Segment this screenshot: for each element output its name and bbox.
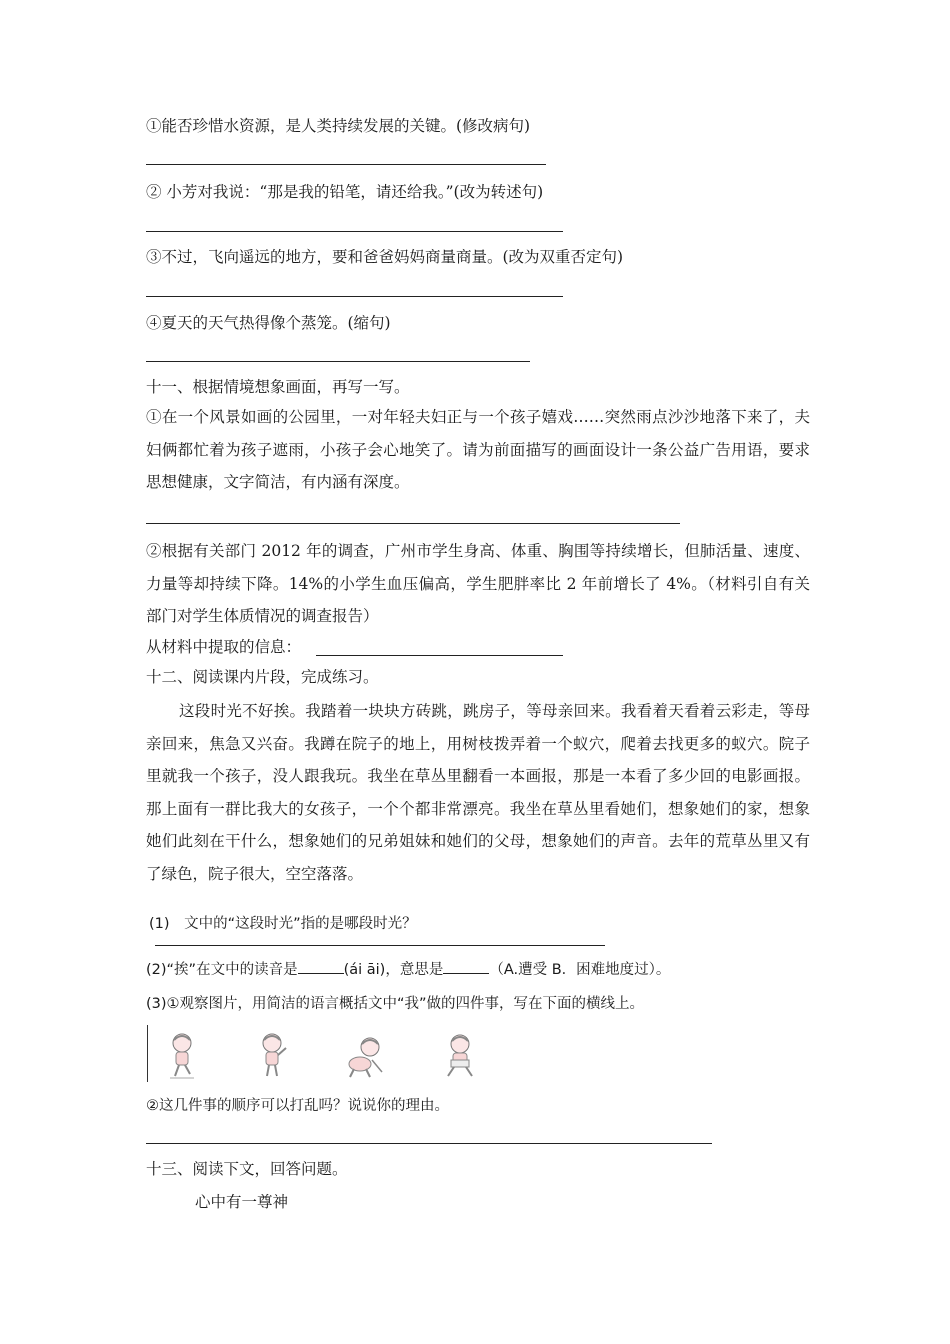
child-hopscotch-illustration bbox=[160, 1030, 204, 1082]
sub-question-2-mid: (ái āi)，意思是 bbox=[343, 962, 444, 978]
meaning-blank[interactable] bbox=[443, 973, 489, 974]
sub-question-1 bbox=[149, 914, 417, 934]
pronunciation-blank[interactable] bbox=[298, 973, 344, 974]
child-reading-illustration bbox=[438, 1030, 482, 1082]
q10-item-3: ③不过，飞向遥远的地方，要和爸爸妈妈商量商量。(改为双重否定句) bbox=[146, 248, 624, 266]
sub-question-text: 文中的“这段时光”指的是哪段时光？ bbox=[184, 916, 417, 932]
article-title: 心中有一尊神 bbox=[195, 1193, 289, 1211]
answer-line[interactable] bbox=[146, 361, 530, 362]
q11-item-1: ①在一个风景如画的公园里，一对年轻夫妇正与一个孩子嬉戏……突然雨点沙沙地落下来了，夫妇俩都忙着为孩子遮雨，小孩子会心地笑了。请为前面描写的画面设计一条公益广告用语，要求思想健康，文字简洁，有内涵有深度。 bbox=[146, 408, 810, 491]
q10-item-1: ①能否珍惜水资源，是人类持续发展的关键。(修改病句) bbox=[146, 117, 531, 135]
answer-line[interactable] bbox=[155, 945, 605, 946]
child-crawling-illustration bbox=[344, 1030, 388, 1082]
q10-item-2: ② 小芳对我说：“那是我的铅笔，请还给我。”(改为转述句) bbox=[146, 183, 544, 201]
sub-question-2-lead: (2)“挨”在文中的读音是 bbox=[146, 962, 298, 978]
reading-passage: 这段时光不好挨。我踏着一块块方砖跳，跳房子，等母亲回来。我看着天看着云彩走，等母亲回来，焦急又兴奋。我蹲在院子的地上，用树枝拨弄着一个蚁穴，爬着去找更多的蚁穴。院子里就我一个孩子，没人跟我玩。我坐在草丛里翻看一本画报，那是一本看了多少回的电影画报。那上面有一群比我大的女孩子，一个个都非常漂亮。我坐在草丛里看她们，想象她们的家，想象她们此刻在干什么，想象她们的兄弟姐妹和她们的父母，想象她们的声音。去年的荒草丛里又有了绿色，院子很大，空空落落。 bbox=[146, 702, 810, 883]
sub-question-number: (1) bbox=[149, 916, 170, 932]
q10-item-4: ④夏天的天气热得像个蒸笼。(缩句) bbox=[146, 314, 391, 332]
sub-question-2 bbox=[146, 960, 670, 980]
extract-label: 从材料中提取的信息： bbox=[146, 638, 302, 656]
picture-border bbox=[147, 1025, 148, 1082]
sub-question-3-2: ②这几件事的顺序可以打乱吗？说说你的理由。 bbox=[146, 1098, 449, 1114]
answer-line[interactable] bbox=[146, 1143, 712, 1144]
answer-line[interactable] bbox=[146, 231, 563, 232]
q13-heading: 十三、阅读下文，回答问题。 bbox=[146, 1160, 348, 1178]
q11-heading: 十一、根据情境想象画面，再写一写。 bbox=[146, 378, 410, 396]
sub-question-3: (3)①观察图片，用简洁的语言概括文中“我”做的四件事，写在下面的横线上。 bbox=[146, 996, 645, 1012]
q11-item-2: ②根据有关部门 2012 年的调查，广州市学生身高、体重、胸围等持续增长，但肺活量、速度、力量等却持续下降。14%的小学生血压偏高，学生肥胖率比 2 年前增长了 4%。（材料引自有关部门对学生体质情况的调查报告） bbox=[146, 542, 810, 625]
answer-line[interactable] bbox=[146, 523, 680, 524]
child-watching-clouds-illustration bbox=[252, 1030, 296, 1082]
q12-heading: 十二、阅读课内片段，完成练习。 bbox=[146, 668, 379, 686]
answer-line[interactable] bbox=[146, 296, 563, 297]
answer-line[interactable] bbox=[146, 164, 546, 165]
sub-question-2-options: （A.遭受 B．困难地度过）。 bbox=[489, 962, 671, 978]
answer-line[interactable] bbox=[316, 655, 563, 656]
